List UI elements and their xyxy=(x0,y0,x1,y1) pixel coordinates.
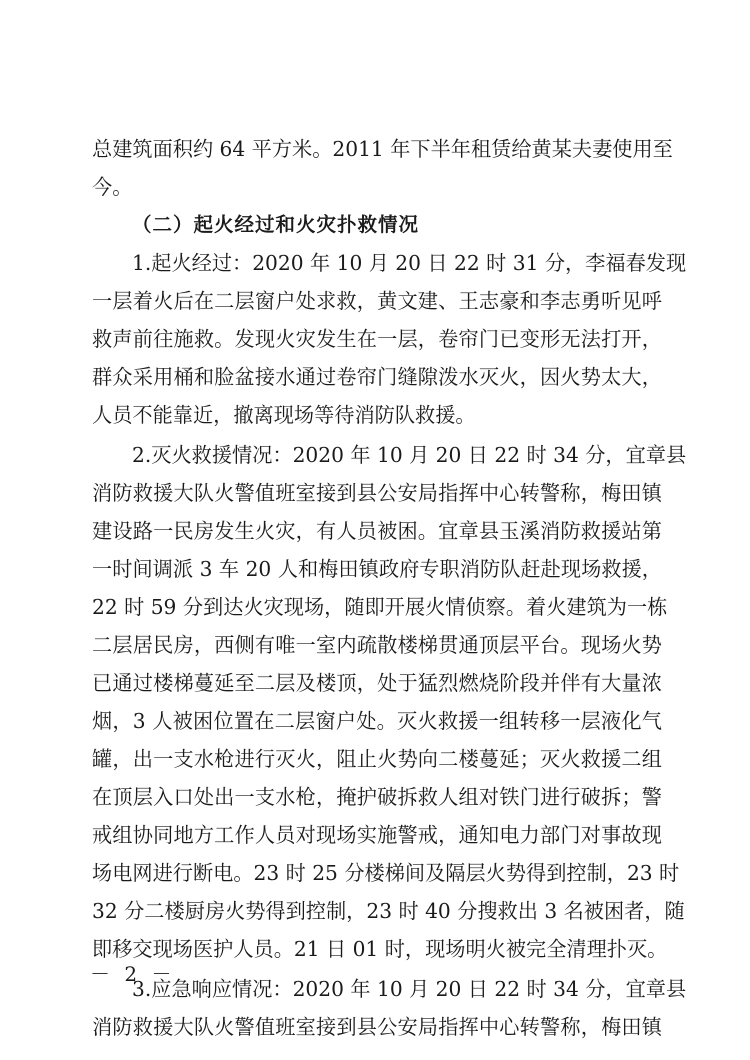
section-heading: （二）起火经过和火灾扑救情况 xyxy=(132,213,420,236)
paragraph-line: 二层居民房，西侧有唯一室内疏散楼梯贯通顶层平台。现场火势 xyxy=(92,633,662,657)
paragraph-line: 建设路一民房发生火灾，有人员被困。宜章县玉溪消防救援站第 xyxy=(92,519,662,543)
paragraph-line: 即移交现场医护人员。21 日 01 时，现场明火被完全清理扑灭。 xyxy=(92,937,668,961)
paragraph-line: 一层着火后在二层窗户处求救，黄文建、王志豪和李志勇听见呼 xyxy=(92,289,662,313)
paragraph-line: 场电网进行断电。23 时 25 分楼梯间及隔层火势得到控制，23 时 xyxy=(92,861,680,885)
paragraph-line: 22 时 59 分到达火灾现场，随即开展火情侦察。着火建筑为一栋 xyxy=(92,595,668,619)
paragraph-line: 2.灭火救援情况：2020 年 10 月 20 日 22 时 34 分，宜章县 xyxy=(132,443,687,467)
paragraph-line: 人员不能靠近，撤离现场等待消防队救援。 xyxy=(92,403,476,427)
paragraph-line: 救声前往施救。发现火灾发生在一层，卷帘门已变形无法打开， xyxy=(92,327,662,351)
paragraph-line: 消防救援大队火警值班室接到县公安局指挥中心转警称，梅田镇 xyxy=(92,481,662,505)
paragraph-line: 总建筑面积约 64 平方米。2011 年下半年租赁给黄某夫妻使用至 xyxy=(92,137,673,161)
paragraph-line: 群众采用桶和脸盆接水通过卷帘门缝隙泼水灭火，因火势太大， xyxy=(92,365,662,389)
page-number: － 2 － xyxy=(90,962,176,986)
paragraph-line: 烟，3 人被困位置在二层窗户处。灭火救援一组转移一层液化气 xyxy=(92,709,662,733)
paragraph-line: 3.应急响应情况：2020 年 10 月 20 日 22 时 34 分，宜章县 xyxy=(132,977,687,1001)
paragraph-line: 一时间调派 3 车 20 人和梅田镇政府专职消防队赶赴现场救援， xyxy=(92,557,662,581)
paragraph-line: 32 分二楼厨房火势得到控制，23 时 40 分搜救出 3 名被困者，随 xyxy=(92,899,685,923)
paragraph-line: 今。 xyxy=(92,175,133,199)
paragraph-line: 戒组协同地方工作人员对现场实施警戒，通知电力部门对事故现 xyxy=(92,823,662,847)
paragraph-line: 消防救援大队火警值班室接到县公安局指挥中心转警称，梅田镇 xyxy=(92,1015,662,1039)
paragraph-line: 在顶层入口处出一支水枪，掩护破拆救人组对铁门进行破拆；警 xyxy=(92,785,662,809)
paragraph-line: 已通过楼梯蔓延至二层及楼顶，处于猛烈燃烧阶段并伴有大量浓 xyxy=(92,671,662,695)
paragraph-line: 1.起火经过：2020 年 10 月 20 日 22 时 31 分，李福春发现 xyxy=(132,251,687,275)
paragraph-line: 罐，出一支水枪进行灭火，阻止火势向二楼蔓延；灭火救援二组 xyxy=(92,747,662,771)
